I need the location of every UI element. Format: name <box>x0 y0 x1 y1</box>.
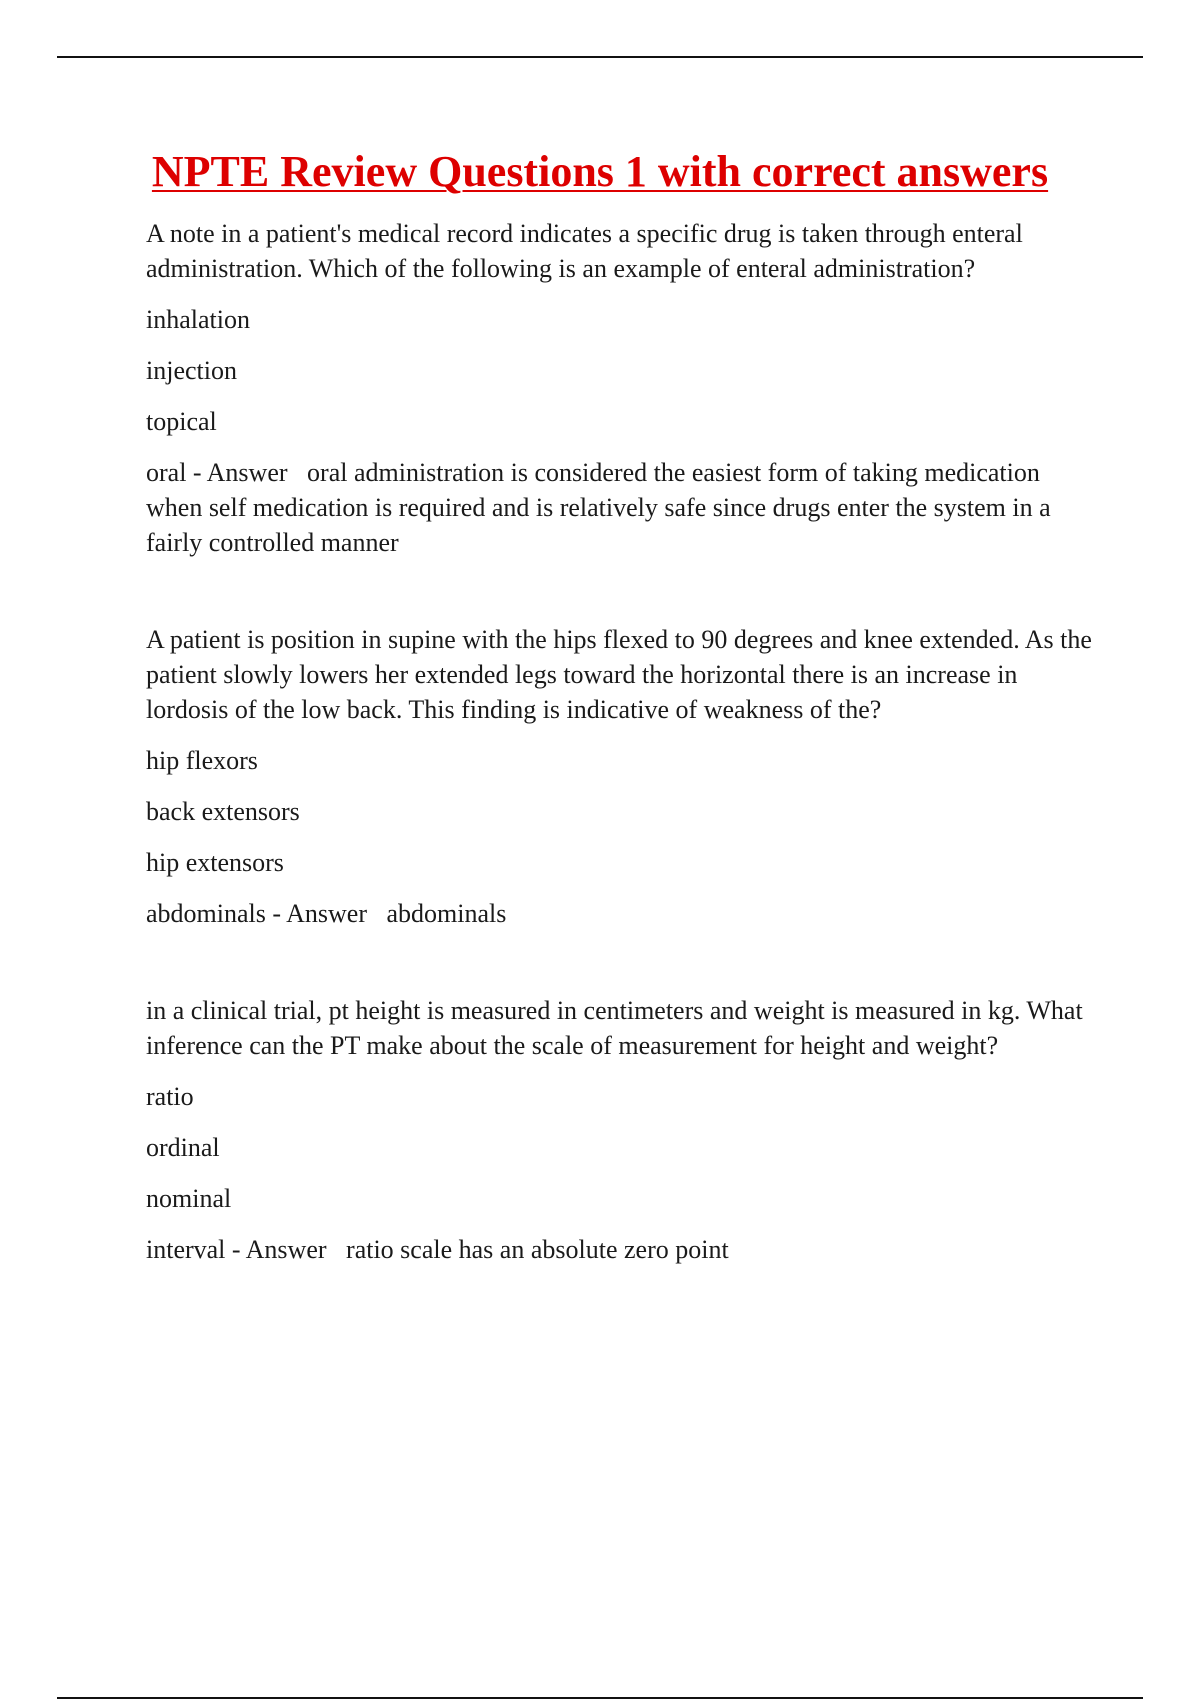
answer-label: Answer <box>245 1235 327 1264</box>
document-title-text: NPTE Review Questions 1 with correct answers <box>151 147 1049 196</box>
answer-option-last: abdominals <box>146 899 266 928</box>
answer-explanation: ratio scale has an absolute zero point <box>346 1235 729 1264</box>
question-text: A patient is position in supine with the hips flexed to 90 degrees and knee extended. As the patient slowly lowers her extended legs toward the horizontal there is an increase in lordosis of the low back. This finding is indicative of weakness of the? <box>146 625 1092 724</box>
document-body <box>146 216 1096 1267</box>
answer-option: nominal <box>146 1184 232 1213</box>
document-title <box>0 146 1200 198</box>
answer-line: oral - Answer oral administration is considered the easiest form of taking medication when self medication is required and is relatively safe since drugs enter the system in a fairly controlled manner <box>146 458 1051 557</box>
answer-option: injection <box>146 356 237 385</box>
answer-explanation: oral administration is considered the easiest form of taking medication when self medication is required and is relatively safe since drugs enter the system in a fairly controlled manner <box>146 458 1051 557</box>
question-block-3 <box>146 993 1096 1267</box>
answer-option-last: interval <box>146 1235 226 1264</box>
answer-label: Answer <box>206 458 288 487</box>
answer-option: ratio <box>146 1082 194 1111</box>
answer-option: topical <box>146 407 217 436</box>
answer-option-last: oral <box>146 458 187 487</box>
answer-line: interval - Answer ratio scale has an absolute zero point <box>146 1235 729 1264</box>
answer-option: hip flexors <box>146 746 258 775</box>
answer-option: hip extensors <box>146 848 284 877</box>
answer-option: inhalation <box>146 305 250 334</box>
footer-rule <box>57 1697 1143 1699</box>
question-text: A note in a patient's medical record indicates a specific drug is taken through enteral administration. Which of the following is an example of enteral administration? <box>146 219 1023 283</box>
answer-label: Answer <box>286 899 367 928</box>
answer-option: back extensors <box>146 797 300 826</box>
question-text: in a clinical trial, pt height is measured in centimeters and weight is measured in kg. What inference can the PT make about the scale of measurement for height and weight? <box>146 996 1083 1060</box>
header-rule <box>57 56 1143 58</box>
question-block-2 <box>146 622 1096 931</box>
question-block-1 <box>146 216 1096 560</box>
answer-explanation: abdominals <box>386 899 507 928</box>
answer-option: ordinal <box>146 1133 220 1162</box>
answer-line: abdominals - Answer abdominals <box>146 899 507 928</box>
